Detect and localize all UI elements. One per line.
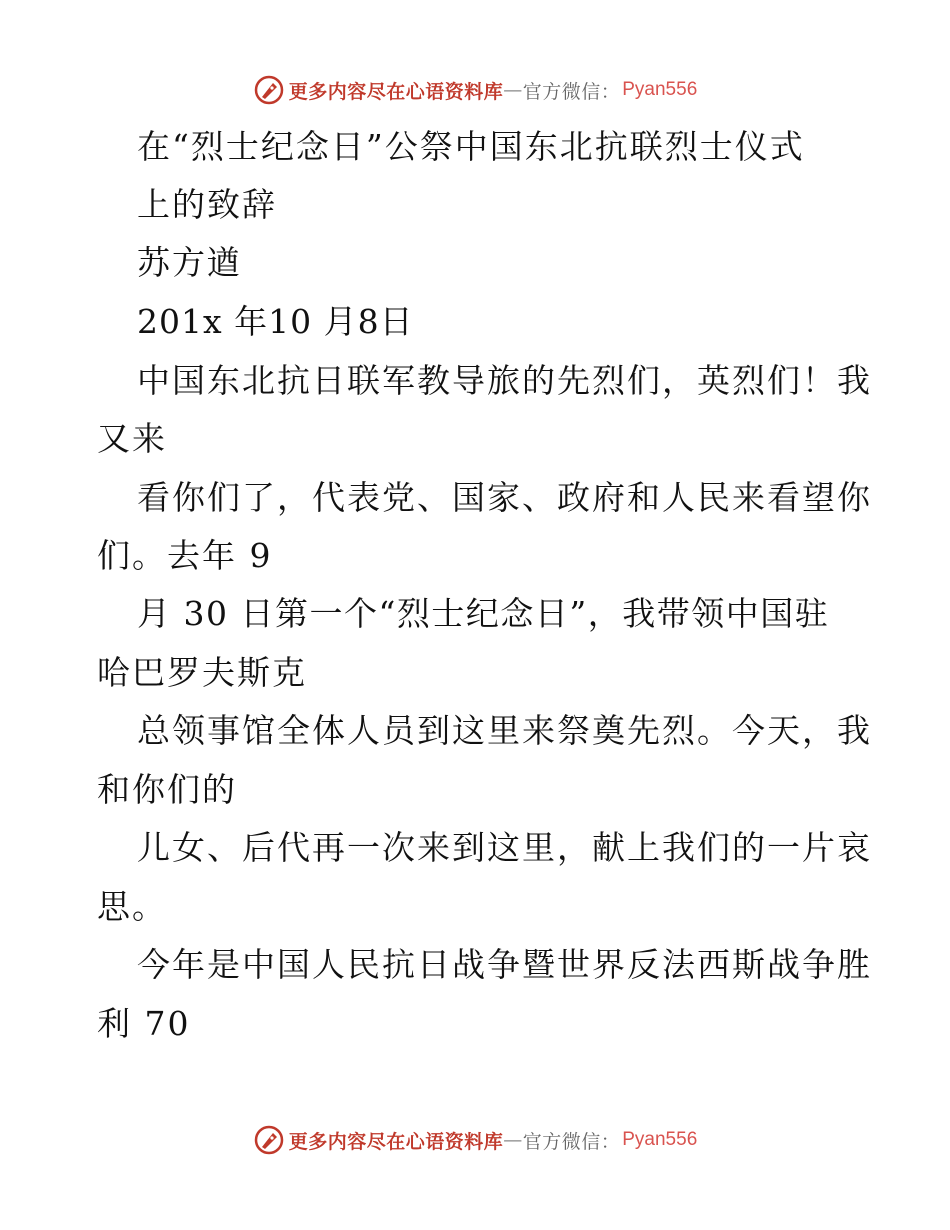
pen-nib-logo-icon (253, 1124, 285, 1156)
paragraph-line: 哈巴罗夫斯克 (97, 653, 307, 692)
watermark-dash: — (503, 1129, 523, 1151)
watermark-dash: — (503, 79, 523, 101)
watermark-site-text: 更多内容尽在心语资料库 (288, 80, 504, 103)
watermark-wechat-label: 官方微信： (522, 80, 621, 103)
paragraph-line: 和你们的 (97, 770, 237, 809)
paragraph-line: 总领事馆全体人员到这里来祭奠先烈。今天，我 (137, 711, 872, 750)
author-name: 苏方遒 (137, 243, 242, 282)
paragraph-line: 思。 (97, 887, 167, 926)
title-line-1: 在“烈士纪念日”公祭中国东北抗联烈士仪式 (137, 127, 805, 166)
header-watermark (0, 70, 950, 110)
paragraph-line: 又来 (97, 419, 167, 458)
paragraph-line: 儿女、后代再一次来到这里，献上我们的一片哀 (137, 828, 872, 867)
paragraph-line: 们。去年 9 (97, 536, 273, 575)
title-line-2: 上的致辞 (137, 185, 277, 224)
watermark-wechat-id: Pyan556 (622, 1129, 698, 1150)
pen-nib-logo-icon (253, 74, 285, 106)
watermark-wechat-label: 官方微信： (522, 1130, 621, 1153)
watermark-site-text: 更多内容尽在心语资料库 (288, 1130, 504, 1153)
watermark-wechat-id: Pyan556 (622, 79, 698, 100)
date-line: 201x 年10 月8日 (137, 302, 414, 341)
paragraph-line: 中国东北抗日联军教导旅的先烈们，英烈们！我 (137, 361, 872, 400)
paragraph-line: 今年是中国人民抗日战争暨世界反法西斯战争胜 (137, 945, 872, 984)
paragraph-line: 看你们了，代表党、国家、政府和人民来看望你 (137, 478, 872, 517)
paragraph-line: 月 30 日第一个“烈士纪念日”，我带领中国驻 (137, 594, 830, 633)
paragraph-line: 利 70 (97, 1004, 191, 1043)
footer-watermark (0, 1120, 950, 1160)
